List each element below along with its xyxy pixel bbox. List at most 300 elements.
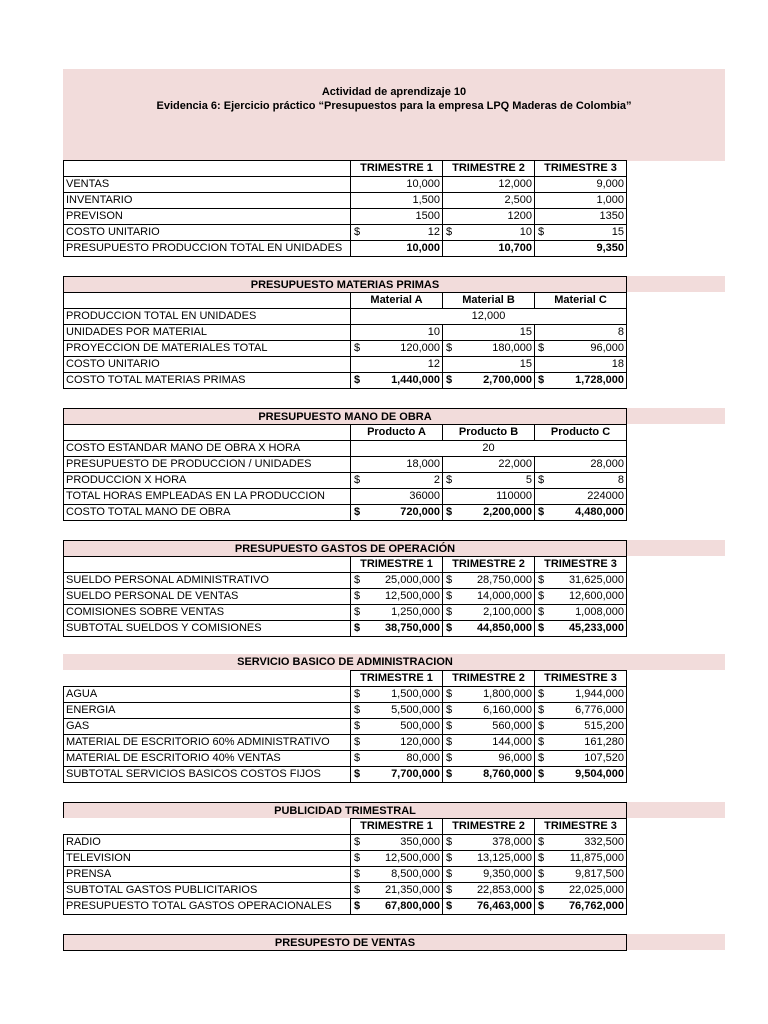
advertising-table: [63, 818, 627, 915]
header-blank-cell: [64, 819, 351, 835]
cell-value: [535, 719, 627, 735]
currency-sign: $: [538, 836, 545, 848]
currency-sign: $: [538, 720, 545, 732]
currency-sign: $: [354, 590, 361, 602]
currency-sign: $: [446, 374, 453, 386]
currency-sign: $: [446, 574, 453, 586]
amount: 21,350,000: [384, 884, 440, 896]
cell-value: [351, 341, 443, 357]
amount: 120,000: [400, 342, 440, 354]
section-title: PRESUPUESTO MATERIAS PRIMAS: [63, 276, 627, 292]
table-row: [64, 309, 627, 325]
amount: 11,875,000: [569, 852, 624, 864]
amount: 67,800,000: [384, 900, 440, 912]
cell-value: [535, 735, 627, 751]
cell-value: 10,000: [351, 241, 443, 257]
currency-sign: $: [446, 226, 453, 238]
row-label: COSTO UNITARIO: [64, 225, 351, 241]
currency-sign: $: [354, 688, 361, 700]
production-table: [63, 160, 627, 257]
section-title-band: [63, 540, 725, 556]
amount: 31,625,000: [568, 574, 624, 586]
amount: 161,280: [584, 736, 624, 748]
currency-sign: $: [354, 606, 361, 618]
cell-value: [351, 687, 443, 703]
amount: 22,025,000: [568, 884, 624, 896]
column-header: TRIMESTRE 1: [351, 671, 443, 687]
cell-value: [351, 373, 443, 389]
currency-sign: $: [354, 868, 361, 880]
currency-sign: $: [446, 768, 453, 780]
document-title: Actividad de aprendizaje 10: [321, 86, 467, 98]
currency-sign: $: [446, 590, 453, 602]
cell-value: [351, 751, 443, 767]
currency-sign: $: [538, 868, 545, 880]
currency-sign: $: [354, 342, 361, 354]
row-label: INVENTARIO: [64, 193, 351, 209]
currency-sign: $: [446, 622, 453, 634]
cell-value: [535, 505, 627, 521]
cell-value: [351, 835, 443, 851]
currency-sign: $: [354, 852, 361, 864]
currency-sign: $: [446, 606, 453, 618]
amount: 8,500,000: [391, 868, 440, 880]
currency-sign: $: [538, 374, 545, 386]
cell-value: [443, 589, 535, 605]
row-label: COSTO UNITARIO: [64, 357, 351, 373]
currency-sign: $: [354, 836, 361, 848]
table-header-row: [64, 425, 627, 441]
cell-value: 224000: [535, 489, 627, 505]
cell-value: [535, 851, 627, 867]
table-total-row: [64, 373, 627, 389]
cell-value: [535, 767, 627, 783]
table-header-row: [64, 557, 627, 573]
cell-value: [351, 867, 443, 883]
row-label: COSTO ESTANDAR MANO DE OBRA X HORA: [64, 441, 351, 457]
row-label: VENTAS: [64, 177, 351, 193]
amount: 350,000: [400, 836, 440, 848]
raw-materials-table: [63, 292, 627, 389]
currency-sign: $: [538, 768, 545, 780]
cell-value: 2,500: [443, 193, 535, 209]
amount: 10: [519, 226, 532, 238]
labor-section: [63, 408, 725, 521]
currency-sign: $: [538, 342, 545, 354]
cell-value: [443, 605, 535, 621]
table-row: [64, 735, 627, 751]
cell-value: [443, 735, 535, 751]
cell-value: [535, 225, 627, 241]
table-row: [64, 573, 627, 589]
column-header: Material A: [351, 293, 443, 309]
cell-value: [443, 341, 535, 357]
cell-value: [351, 505, 443, 521]
column-header: Producto A: [351, 425, 443, 441]
cell-value: [443, 687, 535, 703]
table-header-row: [64, 671, 627, 687]
advertising-section: [63, 802, 725, 915]
cell-value: [535, 751, 627, 767]
sales-budget-section: [63, 934, 725, 950]
column-header: TRIMESTRE 3: [535, 819, 627, 835]
currency-sign: $: [446, 688, 453, 700]
cell-value: [535, 867, 627, 883]
cell-value: 15: [443, 325, 535, 341]
amount: 76,762,000: [568, 900, 624, 912]
cell-value: [351, 621, 443, 637]
table-row: [64, 687, 627, 703]
table-row: [64, 441, 627, 457]
amount: 76,463,000: [476, 900, 532, 912]
cell-value: 1200: [443, 209, 535, 225]
cell-value: [535, 373, 627, 389]
cell-value: [351, 883, 443, 899]
cell-value: 1500: [351, 209, 443, 225]
amount: 1,944,000: [575, 688, 624, 700]
table-row: [64, 867, 627, 883]
cell-value: 22,000: [443, 457, 535, 473]
amount: 96,000: [498, 752, 532, 764]
currency-sign: $: [354, 374, 361, 386]
header-blank-cell: [64, 671, 351, 687]
section-title: SERVICIO BASICO DE ADMINISTRACION: [237, 656, 453, 668]
document-title-band: [63, 69, 725, 161]
row-label: GAS: [64, 719, 351, 735]
amount: 378,000: [492, 836, 532, 848]
row-label: SUBTOTAL SERVICIOS BASICOS COSTOS FIJOS: [64, 767, 351, 783]
section-title-band: [63, 276, 725, 292]
currency-sign: $: [354, 574, 361, 586]
amount: 44,850,000: [476, 622, 532, 634]
table-row: [64, 341, 627, 357]
cell-value: 15: [443, 357, 535, 373]
amount: 13,125,000: [476, 852, 532, 864]
cell-value: 28,000: [535, 457, 627, 473]
amount: 15: [611, 226, 624, 238]
operating-expenses-section: [63, 540, 725, 637]
row-label: SUBTOTAL SUELDOS Y COMISIONES: [64, 621, 351, 637]
amount: 107,520: [584, 752, 624, 764]
header-blank-cell: [64, 161, 351, 177]
cell-value: [535, 835, 627, 851]
amount: 4,480,000: [575, 506, 624, 518]
cell-value: 1350: [535, 209, 627, 225]
amount: 12,600,000: [568, 590, 624, 602]
table-row: [64, 851, 627, 867]
table-total-row: [64, 621, 627, 637]
currency-sign: $: [354, 736, 361, 748]
currency-sign: $: [538, 752, 545, 764]
cell-value: [535, 883, 627, 899]
currency-sign: $: [446, 342, 453, 354]
currency-sign: $: [446, 884, 453, 896]
table-row: [64, 325, 627, 341]
amount: 9,817,500: [575, 868, 624, 880]
cell-value: [535, 687, 627, 703]
currency-sign: $: [538, 590, 545, 602]
currency-sign: $: [354, 704, 361, 716]
cell-value: 8: [535, 325, 627, 341]
row-label: MATERIAL DE ESCRITORIO 40% VENTAS: [64, 751, 351, 767]
section-title-band: [63, 934, 725, 950]
row-label: COMISIONES SOBRE VENTAS: [64, 605, 351, 621]
table-row: [64, 489, 627, 505]
document-subtitle: Evidencia 6: Ejercicio práctico “Presupuestos para la empresa LPQ Maderas de Colombia”: [156, 100, 632, 112]
currency-sign: $: [354, 622, 361, 634]
amount: 5,500,000: [391, 704, 440, 716]
row-label: TELEVISION: [64, 851, 351, 867]
currency-sign: $: [538, 852, 545, 864]
table-row: [64, 751, 627, 767]
amount: 6,776,000: [575, 704, 624, 716]
raw-materials-section: [63, 276, 725, 389]
cell-value: 36000: [351, 489, 443, 505]
currency-sign: $: [354, 752, 361, 764]
amount: 560,000: [492, 720, 532, 732]
row-label: SUELDO PERSONAL DE VENTAS: [64, 589, 351, 605]
cell-value: [351, 473, 443, 489]
table-header-row: [64, 819, 627, 835]
column-header: TRIMESTRE 2: [443, 671, 535, 687]
amount: 515,200: [584, 720, 624, 732]
merged-cell-value: 20: [351, 441, 627, 457]
amount: 2: [433, 474, 440, 486]
cell-value: 10,700: [443, 241, 535, 257]
cell-value: [443, 505, 535, 521]
amount: 12,500,000: [384, 590, 440, 602]
table-row: [64, 703, 627, 719]
row-label: MATERIAL DE ESCRITORIO 60% ADMINISTRATIVO: [64, 735, 351, 751]
cell-value: [443, 621, 535, 637]
currency-sign: $: [354, 226, 361, 238]
currency-sign: $: [538, 688, 545, 700]
row-label: UNIDADES POR MATERIAL: [64, 325, 351, 341]
row-label: AGUA: [64, 687, 351, 703]
amount: 1,800,000: [483, 688, 532, 700]
amount: 1,440,000: [391, 374, 440, 386]
row-label: COSTO TOTAL MATERIAS PRIMAS: [64, 373, 351, 389]
cell-value: [535, 573, 627, 589]
column-header: Material B: [443, 293, 535, 309]
currency-sign: $: [538, 506, 545, 518]
amount: 28,750,000: [476, 574, 532, 586]
row-label: COSTO TOTAL MANO DE OBRA: [64, 505, 351, 521]
row-label: ENERGIA: [64, 703, 351, 719]
currency-sign: $: [354, 474, 361, 486]
table-row: [64, 225, 627, 241]
amount: 45,233,000: [568, 622, 624, 634]
section-title: PRESUPUESTO MANO DE OBRA: [63, 408, 627, 424]
cell-value: [535, 899, 627, 915]
currency-sign: $: [446, 720, 453, 732]
currency-sign: $: [538, 704, 545, 716]
cell-value: 110000: [443, 489, 535, 505]
cell-value: [351, 851, 443, 867]
amount: 9,504,000: [575, 768, 624, 780]
table-row: [64, 457, 627, 473]
amount: 144,000: [492, 736, 532, 748]
amount: 2,700,000: [483, 374, 532, 386]
row-label: PRESUPUESTO PRODUCCION TOTAL EN UNIDADES: [64, 241, 351, 257]
currency-sign: $: [446, 704, 453, 716]
currency-sign: $: [538, 474, 545, 486]
cell-value: [351, 605, 443, 621]
cell-value: 10: [351, 325, 443, 341]
column-header: TRIMESTRE 1: [351, 161, 443, 177]
table-total-row: [64, 899, 627, 915]
amount: 12,500,000: [384, 852, 440, 864]
currency-sign: $: [538, 884, 545, 896]
column-header: TRIMESTRE 2: [443, 819, 535, 835]
column-header: Material C: [535, 293, 627, 309]
cell-value: [443, 719, 535, 735]
amount: 1,008,000: [575, 606, 624, 618]
currency-sign: $: [538, 574, 545, 586]
currency-sign: $: [538, 606, 545, 618]
cell-value: 12: [351, 357, 443, 373]
table-total-row: [64, 767, 627, 783]
row-label: SUBTOTAL GASTOS PUBLICITARIOS: [64, 883, 351, 899]
cell-value: 9,000: [535, 177, 627, 193]
cell-value: [535, 473, 627, 489]
production-budget-section: [63, 160, 627, 257]
currency-sign: $: [446, 852, 453, 864]
column-header: Producto C: [535, 425, 627, 441]
row-label: PRESUPUESTO DE PRODUCCION / UNIDADES: [64, 457, 351, 473]
cell-value: [443, 883, 535, 899]
header-blank-cell: [64, 425, 351, 441]
merged-cell-value: 12,000: [351, 309, 627, 325]
row-label: PREVISON: [64, 209, 351, 225]
amount: 720,000: [400, 506, 440, 518]
column-header: TRIMESTRE 2: [443, 161, 535, 177]
cell-value: [535, 605, 627, 621]
section-title: PRESUPESTO DE VENTAS: [63, 934, 627, 951]
amount: 96,000: [590, 342, 624, 354]
amount: 500,000: [400, 720, 440, 732]
cell-value: [351, 225, 443, 241]
column-header: TRIMESTRE 3: [535, 557, 627, 573]
amount: 7,700,000: [391, 768, 440, 780]
basic-services-table: [63, 670, 627, 783]
table-row: [64, 193, 627, 209]
column-header: TRIMESTRE 3: [535, 161, 627, 177]
amount: 2,100,000: [483, 606, 532, 618]
cell-value: [443, 751, 535, 767]
operating-expenses-table: [63, 556, 627, 637]
row-label: PRESUPUESTO TOTAL GASTOS OPERACIONALES: [64, 899, 351, 915]
header-blank-cell: [64, 557, 351, 573]
column-header: TRIMESTRE 3: [535, 671, 627, 687]
amount: 1,250,000: [391, 606, 440, 618]
labor-table: [63, 424, 627, 521]
cell-value: [535, 589, 627, 605]
currency-sign: $: [354, 900, 361, 912]
currency-sign: $: [446, 868, 453, 880]
currency-sign: $: [354, 768, 361, 780]
currency-sign: $: [446, 900, 453, 912]
amount: 1,728,000: [575, 374, 624, 386]
currency-sign: $: [354, 720, 361, 732]
cell-value: 18: [535, 357, 627, 373]
cell-value: [351, 899, 443, 915]
currency-sign: $: [538, 900, 545, 912]
table-total-row: [64, 505, 627, 521]
column-header: TRIMESTRE 1: [351, 819, 443, 835]
amount: 180,000: [492, 342, 532, 354]
section-title-band: [63, 654, 725, 670]
section-title: PUBLICIDAD TRIMESTRAL: [63, 802, 627, 818]
table-header-row: [64, 293, 627, 309]
basic-services-section: [63, 654, 725, 783]
cell-value: 18,000: [351, 457, 443, 473]
cell-value: [443, 851, 535, 867]
cell-value: [443, 835, 535, 851]
row-label: RADIO: [64, 835, 351, 851]
currency-sign: $: [538, 736, 545, 748]
amount: 80,000: [406, 752, 440, 764]
cell-value: 1,500: [351, 193, 443, 209]
currency-sign: $: [446, 474, 453, 486]
cell-value: [351, 767, 443, 783]
cell-value: [351, 589, 443, 605]
cell-value: [443, 867, 535, 883]
table-row: [64, 719, 627, 735]
table-row: [64, 605, 627, 621]
amount: 5: [525, 474, 532, 486]
amount: 25,000,000: [384, 574, 440, 586]
cell-value: [443, 767, 535, 783]
cell-value: [535, 703, 627, 719]
amount: 120,000: [400, 736, 440, 748]
cell-value: [351, 573, 443, 589]
amount: 2,200,000: [483, 506, 532, 518]
cell-value: [351, 735, 443, 751]
cell-value: [443, 899, 535, 915]
cell-value: [443, 573, 535, 589]
currency-sign: $: [446, 736, 453, 748]
cell-value: [443, 373, 535, 389]
table-row: [64, 589, 627, 605]
row-label: PRODUCCION X HORA: [64, 473, 351, 489]
cell-value: [351, 703, 443, 719]
currency-sign: $: [354, 884, 361, 896]
currency-sign: $: [538, 622, 545, 634]
section-title-band: [63, 802, 725, 818]
column-header: TRIMESTRE 2: [443, 557, 535, 573]
table-row: [64, 209, 627, 225]
table-row: [64, 473, 627, 489]
amount: 38,750,000: [384, 622, 440, 634]
row-label: PRODUCCION TOTAL EN UNIDADES: [64, 309, 351, 325]
column-header: TRIMESTRE 1: [351, 557, 443, 573]
amount: 1,500,000: [391, 688, 440, 700]
cell-value: [535, 341, 627, 357]
amount: 14,000,000: [476, 590, 532, 602]
row-label: PROYECCION DE MATERIALES TOTAL: [64, 341, 351, 357]
row-label: SUELDO PERSONAL ADMINISTRATIVO: [64, 573, 351, 589]
currency-sign: $: [446, 752, 453, 764]
currency-sign: $: [446, 836, 453, 848]
row-label: PRENSA: [64, 867, 351, 883]
amount: 12: [427, 226, 440, 238]
currency-sign: $: [538, 226, 545, 238]
table-row: [64, 883, 627, 899]
table-header-row: [64, 161, 627, 177]
section-title-band: [63, 408, 725, 424]
amount: 8: [617, 474, 624, 486]
